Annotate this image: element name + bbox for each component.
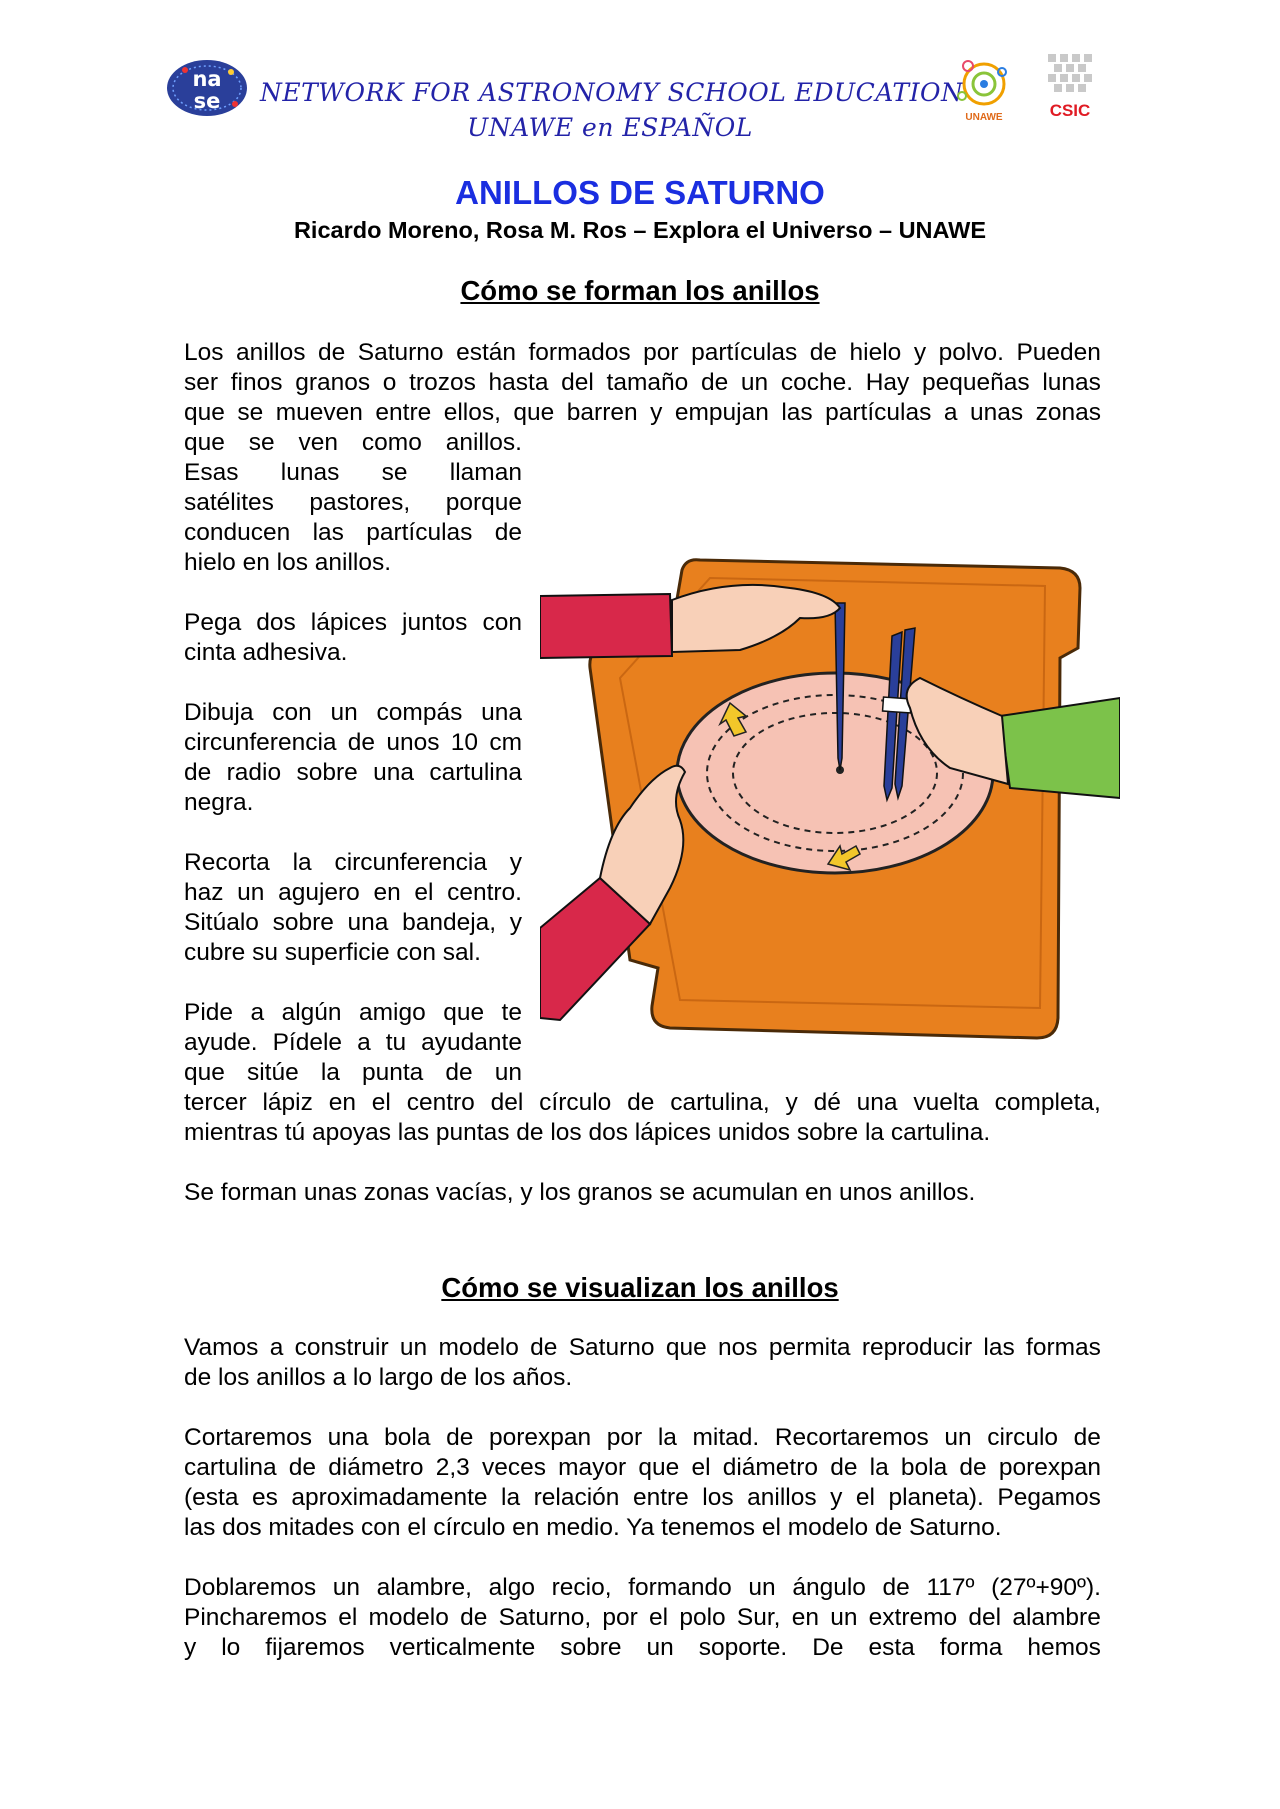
word: sobre: [296, 759, 358, 786]
word: una: [347, 909, 389, 936]
word: entre: [632, 1484, 689, 1511]
word: juntos: [402, 609, 468, 636]
word: mitad.: [692, 1424, 760, 1451]
word: centro: [406, 1089, 475, 1116]
word: trozos: [409, 369, 476, 396]
word: planeta).: [888, 1484, 984, 1511]
word: de: [317, 339, 346, 366]
word: ellos,: [443, 399, 501, 426]
justified-lines: [184, 1423, 1101, 1513]
word: de: [882, 1574, 910, 1601]
paragraph-line: [184, 908, 522, 938]
word: de: [347, 729, 376, 756]
word: empujan: [674, 399, 769, 426]
word: circulo: [987, 1424, 1059, 1451]
nase-logo-bottom: se: [193, 89, 221, 113]
word: amigo: [359, 999, 426, 1026]
word: alambre,: [376, 1574, 472, 1601]
word: cm: [489, 729, 522, 756]
word: alambre: [1012, 1604, 1101, 1631]
word: vuelta: [913, 1089, 979, 1116]
illustration-ring-experiment: [540, 548, 1120, 1058]
word: Pegamos: [997, 1484, 1101, 1511]
paragraph-model-wire: [184, 1573, 1101, 1663]
word: aproximadamente: [291, 1484, 488, 1511]
word: el: [855, 1484, 875, 1511]
word: un: [330, 699, 358, 726]
word: Los: [184, 339, 224, 366]
word: y: [184, 1634, 197, 1661]
word: lápices: [310, 609, 388, 636]
paragraph-line: [184, 998, 522, 1028]
justified-lines: [184, 1333, 1101, 1363]
paragraph-line-last: de los anillos a lo largo de los años.: [184, 1364, 573, 1391]
paragraph-line: [184, 728, 522, 758]
paragraph-line: [184, 1058, 522, 1088]
word: formando: [628, 1574, 732, 1601]
word: sitúe: [246, 1059, 299, 1086]
paragraph-line-last: cinta adhesiva.: [184, 639, 348, 666]
word: de: [959, 1454, 987, 1481]
word: a: [943, 399, 958, 426]
word: completa,: [994, 1089, 1101, 1116]
word: partículas: [825, 399, 932, 426]
word: de: [627, 1089, 655, 1116]
nase-logo: [165, 58, 249, 118]
paragraph-line: [184, 1453, 1101, 1483]
word: lunas: [280, 459, 340, 486]
word: de: [1073, 1424, 1101, 1451]
word: sobre: [560, 1634, 622, 1661]
word: la: [501, 1484, 521, 1511]
word: Pincharemos: [184, 1604, 327, 1631]
word: finos: [230, 369, 283, 396]
word: las: [781, 399, 813, 426]
word: de: [460, 1604, 488, 1631]
word: con: [272, 699, 312, 726]
paragraph-line: [184, 368, 1101, 398]
word: llaman: [449, 459, 522, 486]
word: permita: [768, 1334, 851, 1361]
word: modelo: [368, 1604, 449, 1631]
word: lunas: [1042, 369, 1101, 396]
word: tamaño: [606, 369, 689, 396]
word: Recorta: [184, 849, 270, 876]
word: modelo: [438, 1334, 519, 1361]
word: conducen: [184, 519, 291, 546]
page-title: ANILLOS DE SATURNO: [455, 174, 825, 211]
word: radio: [226, 759, 282, 786]
justified-lines: [184, 428, 522, 548]
word: unas: [969, 399, 1024, 426]
word: porexpan: [488, 1424, 592, 1451]
word: que: [184, 399, 225, 426]
word: lápiz: [262, 1089, 313, 1116]
word: el: [371, 1089, 391, 1116]
nase-logo-top: na: [192, 67, 222, 91]
word: como: [361, 429, 422, 456]
paragraph-line: [184, 608, 522, 638]
paragraph-line: [184, 1028, 522, 1058]
section-heading-formation: Cómo se forman los anillos: [460, 275, 820, 306]
word: polo: [679, 1604, 726, 1631]
word: se: [237, 399, 264, 426]
word: se: [381, 459, 408, 486]
paragraph-line: [184, 1423, 1101, 1453]
word: Saturno,: [498, 1604, 592, 1631]
word: punta: [361, 1059, 424, 1086]
word: forma: [939, 1634, 1003, 1661]
paragraph-line: [184, 758, 522, 788]
word: formas: [1026, 1334, 1101, 1361]
paragraph-step-tape-pencils: [184, 608, 522, 668]
word: esta: [868, 1634, 915, 1661]
unawe-logo-text: UNAWE: [965, 112, 1003, 123]
word: centro.: [447, 879, 522, 906]
word: en: [791, 1604, 819, 1631]
word: unos: [386, 729, 440, 756]
word: del: [490, 1089, 524, 1116]
word: cartulina: [429, 759, 522, 786]
word: diámetro: [328, 1454, 424, 1481]
word: satélites: [184, 489, 274, 516]
word: ven: [298, 429, 339, 456]
word: formados: [528, 339, 631, 366]
word: recio,: [551, 1574, 612, 1601]
word: de: [446, 1424, 474, 1451]
word: de: [445, 1059, 473, 1086]
word: veces: [481, 1454, 546, 1481]
word: tercer: [184, 1089, 247, 1116]
word: Pega: [184, 609, 242, 636]
word: de: [494, 519, 522, 546]
paragraph-line-last: cubre su superficie con sal.: [184, 939, 481, 966]
paragraph-rings-intro-narrow: [184, 428, 522, 578]
word: y: [509, 849, 522, 876]
word: que: [665, 1334, 707, 1361]
word: y: [913, 339, 927, 366]
word: anillos.: [445, 429, 522, 456]
word: fijaremos: [265, 1634, 365, 1661]
word: se: [248, 429, 275, 456]
word: del: [561, 369, 594, 396]
word: la: [869, 1454, 889, 1481]
word: (27º+90º).: [991, 1574, 1101, 1601]
paragraph-line: [184, 1088, 1101, 1118]
word: de: [530, 1334, 558, 1361]
word: un: [740, 369, 769, 396]
word: porque: [445, 489, 522, 516]
csic-logo: [1042, 50, 1098, 122]
justified-lines: [184, 1573, 1101, 1663]
word: a: [250, 999, 265, 1026]
header-unawe-subtitle: UNAWE en ESPAÑOL: [467, 113, 753, 142]
paragraph-line: [184, 488, 522, 518]
csic-logo-text: CSIC: [1049, 101, 1091, 120]
word: de: [184, 759, 212, 786]
word: nos: [718, 1334, 758, 1361]
word: sobre: [272, 909, 334, 936]
word: y: [650, 399, 663, 426]
word: un: [237, 879, 265, 906]
word: partículas: [691, 339, 798, 366]
justified-lines: [184, 698, 522, 788]
paragraph-line: [184, 518, 522, 548]
word: por: [643, 339, 679, 366]
word: que: [443, 999, 485, 1026]
word: barren: [566, 399, 638, 426]
word: algo: [488, 1574, 535, 1601]
paragraph-line-last: negra.: [184, 789, 254, 816]
paragraph-model-intro: [184, 1333, 1101, 1393]
paragraph-line: [184, 848, 522, 878]
word: haz: [184, 879, 224, 906]
word: de: [830, 1454, 858, 1481]
word: anillos: [747, 1484, 817, 1511]
word: compás: [376, 699, 463, 726]
justified-lines: [184, 608, 522, 638]
paragraph-step-helper-wide: [184, 1088, 1101, 1148]
paragraph-step-draw-circle: [184, 698, 522, 818]
word: con: [482, 609, 522, 636]
word: hemos: [1027, 1634, 1101, 1661]
justified-lines: [184, 1088, 1101, 1118]
word: es: [251, 1484, 278, 1511]
word: Doblaremos: [184, 1574, 317, 1601]
word: una: [327, 1424, 369, 1451]
word: a: [357, 1029, 371, 1056]
word: la: [657, 1424, 677, 1451]
word: o: [382, 369, 397, 396]
word: 10: [450, 729, 479, 756]
word: hasta: [488, 369, 549, 396]
word: y: [785, 1089, 798, 1116]
paragraph-line-last: hielo en los anillos.: [184, 549, 392, 576]
word: de: [700, 369, 729, 396]
paragraph-line: [184, 1633, 1101, 1663]
word: de: [288, 1454, 317, 1481]
word: en: [328, 1089, 356, 1116]
word: ayudante: [421, 1029, 522, 1056]
word: el: [414, 879, 434, 906]
paragraph-model-build: [184, 1423, 1101, 1543]
paragraph-line: [184, 398, 1101, 428]
word: 2,3: [435, 1454, 470, 1481]
word: relación: [533, 1484, 620, 1511]
word: partículas: [366, 519, 473, 546]
word: cartulina: [184, 1454, 277, 1481]
word: ayude.: [184, 1029, 258, 1056]
word: Sur,: [736, 1604, 781, 1631]
word: ángulo: [792, 1574, 866, 1601]
paragraph-line: [184, 1603, 1101, 1633]
authors-line: Ricardo Moreno, Rosa M. Ros – Explora el Universo – UNAWE: [293, 217, 987, 243]
word: y: [509, 909, 522, 936]
word: un: [944, 1424, 972, 1451]
word: lo: [221, 1634, 241, 1661]
word: Hay: [865, 369, 910, 396]
word: círculo: [539, 1089, 612, 1116]
word: una: [856, 1089, 898, 1116]
paragraph-line: [184, 698, 522, 728]
word: están: [456, 339, 516, 366]
word: bandeja,: [402, 909, 497, 936]
word: Pueden: [1016, 339, 1101, 366]
word: el: [338, 1604, 358, 1631]
word: que: [184, 1059, 225, 1086]
paragraph-step-helper-narrow: [184, 998, 522, 1088]
word: un: [646, 1634, 674, 1661]
word: Dibuja: [184, 699, 254, 726]
word: la: [320, 1059, 340, 1086]
word: hielo: [849, 339, 902, 366]
word: Esas: [184, 459, 239, 486]
paragraph-line: [184, 1573, 1101, 1603]
word: circunferencia: [184, 729, 337, 756]
word: bola: [900, 1454, 948, 1481]
word: cartulina,: [670, 1089, 770, 1116]
word: un: [494, 1059, 522, 1086]
word: extremo: [868, 1604, 958, 1631]
word: y: [830, 1484, 843, 1511]
paragraph-line-last: mientras tú apoyas las puntas de los dos lápices unidos sobre la cartulina.: [184, 1119, 991, 1146]
word: Pídele: [272, 1029, 343, 1056]
word: Saturno: [568, 1334, 655, 1361]
paragraph-line: [184, 338, 1101, 368]
word: que: [513, 399, 555, 426]
word: ser: [184, 369, 219, 396]
word: (esta: [184, 1484, 239, 1511]
paragraph-line-last: las dos mitades con el círculo en medio. Ya tenemos el modelo de Saturno.: [184, 1514, 1002, 1541]
word: las: [312, 519, 344, 546]
word: en: [373, 879, 401, 906]
word: Recortaremos: [774, 1424, 929, 1451]
word: granos: [295, 369, 371, 396]
word: entre: [375, 399, 432, 426]
word: polvo.: [938, 339, 1004, 366]
word: bola: [384, 1424, 431, 1451]
word: Cortaremos: [184, 1424, 312, 1451]
header-network-title: NETWORK FOR ASTRONOMY SCHOOL EDUCATION: [260, 78, 964, 107]
word: a: [269, 1334, 284, 1361]
word: que: [184, 429, 225, 456]
word: Pide: [184, 999, 234, 1026]
word: las: [983, 1334, 1015, 1361]
word: de: [809, 339, 838, 366]
word: un: [830, 1604, 858, 1631]
justified-lines: [184, 998, 522, 1088]
unawe-logo: [952, 52, 1016, 124]
word: Saturno: [357, 339, 444, 366]
word: anillos: [236, 339, 306, 366]
word: una: [373, 759, 415, 786]
word: un: [399, 1334, 428, 1361]
word: por: [602, 1604, 638, 1631]
paragraph-result: Se forman unas zonas vacías, y los granos se acumulan en unos anillos.: [184, 1179, 976, 1206]
paragraph-line: [184, 458, 522, 488]
word: un: [332, 1574, 361, 1601]
word: que: [638, 1454, 680, 1481]
word: los: [702, 1484, 734, 1511]
sleeve-top-left: [540, 594, 672, 658]
sleeve-right: [1000, 698, 1120, 798]
word: coche.: [780, 369, 854, 396]
word: 117º: [926, 1574, 975, 1601]
word: Sitúalo: [184, 909, 259, 936]
section-heading-visualization: Cómo se visualizan los anillos: [441, 1272, 839, 1303]
word: te: [501, 999, 522, 1026]
word: reproducir: [861, 1334, 973, 1361]
word: tu: [385, 1029, 407, 1056]
word: circunferencia: [334, 849, 487, 876]
word: zonas: [1035, 399, 1101, 426]
word: pastores,: [309, 489, 411, 516]
word: De: [812, 1634, 844, 1661]
paragraph-rings-intro: [184, 338, 1101, 428]
word: el: [649, 1604, 669, 1631]
word: verticalmente: [389, 1634, 536, 1661]
paragraph-step-cut-circle: [184, 848, 522, 968]
word: dé: [813, 1089, 841, 1116]
justified-lines: [184, 848, 522, 938]
justified-lines: [184, 338, 1101, 428]
word: dos: [256, 609, 296, 636]
word: construir: [294, 1334, 389, 1361]
word: mayor: [558, 1454, 627, 1481]
word: algún: [281, 999, 342, 1026]
paragraph-line: [184, 1333, 1101, 1363]
word: del: [968, 1604, 1002, 1631]
word: Vamos: [184, 1334, 259, 1361]
paragraph-line: [184, 878, 522, 908]
word: una: [481, 699, 522, 726]
word: agujero: [278, 879, 360, 906]
word: por: [606, 1424, 643, 1451]
word: el: [691, 1454, 711, 1481]
word: un: [748, 1574, 776, 1601]
word: soporte.: [698, 1634, 788, 1661]
word: pequeñas: [922, 369, 1030, 396]
paragraph-line: [184, 1483, 1101, 1513]
word: diámetro: [722, 1454, 819, 1481]
word: mueven: [275, 399, 363, 426]
word: la: [292, 849, 312, 876]
word: porexpan: [998, 1454, 1101, 1481]
paragraph-line: [184, 428, 522, 458]
